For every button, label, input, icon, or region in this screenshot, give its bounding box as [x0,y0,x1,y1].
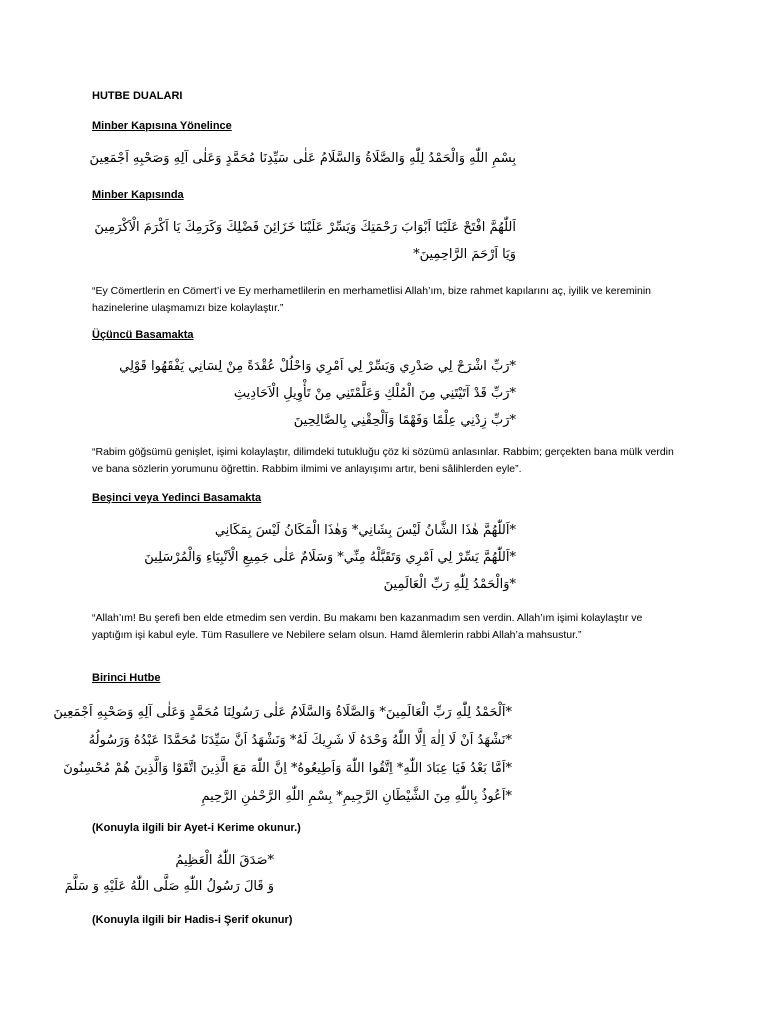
arabic-line: *اَلْحَمْدُ لِلّٰهِ رَبِّ الْعَالَمِينَ* وَالصَّلَاةُ وَالسَّلَامُ عَلٰى رَسُولِنَا مُحَمَّدٍ وَعَلٰى آلِهِ وَصَحْبِهِ اَجْمَعِينَ [53,705,512,720]
arabic-line: *رَبِّ اشْرَحْ لِي صَدْرِي وَيَسِّرْ لِي اَمْرِي وَاحْلُلْ عُقْدَةً مِنْ لِسَانِي يَفْقَهُوا قَوْلِي [119,359,516,374]
translation-text: “Ey Cömertlerin en Cömert’i ve Ey merhametlilerin en merhametlisi Allah’ım, bize rahmet kapılarını aç, iyilik ve kereminin hazinelerine ulaşmamızı bize kolaylaştır.” [92,285,652,314]
arabic-line: *اَمَّا بَعْدُ فَيَا عِبَادَ اللّٰهِ* اِتَّقُوا اللّٰهَ وَاَطِيعُوهُ* اِنَّ اللّٰهَ مَعَ الَّذِينَ اتَّقَوْا وَالَّذِينَ هُمْ مُحْسِنُونَ [63,761,512,776]
arabic-line: وَيَا اَرْحَمَ الرَّاحِمِينَ* [413,247,516,262]
section-heading-ucuncu-basamakta: Üçüncü Basamakta [92,329,194,341]
arabic-line: *رَبِّ قَدْ آتَيْتَنِي مِنَ الْمُلْكِ وَعَلَّمْتَنِي مِنْ تَأْوِيلِ الْاَحَادِيثِ [233,386,516,401]
section-heading-minber-kapisinda: Minber Kapısında [92,189,184,201]
arabic-line: *اَللّٰهُمَّ هٰذَا الشَّانُ لَيْسَ بِشَانِي* وَهٰذَا الْمَكَانُ لَيْسَ بِمَكَانِي [214,523,516,538]
arabic-line: اَللّٰهُمَّ افْتَحْ عَلَيْنَا اَبْوَابَ رَحْمَتِكَ وَيَسِّرْ عَلَيْنَا خَزَائِنَ فَضْلِكَ وَكَرَمِكَ يَا اَكْرَمَ الْاَكْرَمِينَ [94,220,516,235]
translation-text: “Allah’ım! Bu şerefi ben elde etmedim sen verdin. Bu makamı ben kazanmadım sen verdin. Allah’ım işimi kolaylaştır ve yaptığım işi kabul eyle. Tüm Rasullere ve Nebilere selam olsun. Hamd âlemlerin rabbi Allah’a mahsustur.” [92,612,643,641]
arabic-line: *اَعُوذُ بِاللّٰهِ مِنَ الشَّيْطَانِ الرَّجِيمِ* بِسْمِ اللّٰهِ الرَّحْمٰنِ الرَّحِيمِ [201,789,512,804]
arabic-line: *صَدَقَ اللّٰهُ الْعَظِيمُ [175,853,274,868]
section-heading-besinci-veya-yedinci-basamakta: Beşinci veya Yedinci Basamakta [92,492,262,504]
translation-text: “Rabim göğsümü genişlet, işimi kolaylaştır, dilimdeki tutukluğu çöz ki sözümü anlasınlar. Rabbim; gerçekten bana mülk verdin ve bana sözlerin yorumunu öğrettin. Rabbim ilmimi ve anlayışımı artır, beni sâlihlerden eyle”. [92,446,674,475]
arabic-line: *وَالْحَمْدُ لِلّٰهِ رَبِّ الْعَالَمِينَ [383,577,516,592]
note-ayet-i-kerime: (Konuyla ilgili bir Ayet-i Kerime okunur.) [92,822,301,834]
arabic-line: *اَللّٰهُمَّ يَسِّرْ لِي اَمْرِي وَتَقَبَّلْهُ مِنِّي* وَسَلَامٌ عَلٰى جَمِيعِ الْاَنْبِيَاءِ وَالْمُرْسَلِينَ [144,550,516,565]
arabic-line: بِسْمِ اللّٰهِ وَالْحَمْدُ لِلّٰهِ وَالصَّلَاةُ وَالسَّلَامُ عَلٰى سَيِّدِنَا مُحَمَّدٍ وَعَلٰى آلِهِ وَصَحْبِهِ اَجْمَعِينَ [89,151,516,166]
document-title: HUTBE DUALARI [92,90,183,102]
arabic-line: وَ قَالَ رَسُولُ اللّٰهِ صَلَّى اللّٰهُ عَلَيْهِ وَ سَلَّمَ [64,879,274,894]
note-hadis-i-serif: (Konuyla ilgili bir Hadis-i Şerif okunur) [92,914,293,926]
section-heading-minber-kapisina-yonelince: Minber Kapısına Yönelince [92,120,232,132]
section-heading-birinci-hutbe: Birinci Hutbe [92,672,161,684]
arabic-line: *رَبِّ زِدْنِي عِلْمًا وَفَهْمًا وَاَلْحِقْنِي بِالصَّالِحِينَ [293,413,516,428]
arabic-line: *نَشْهَدُ اَنْ لَا اِلٰهَ اِلَّا اللّٰهُ وَحْدَهُ لَا شَرِيكَ لَهُ* وَنَشْهَدُ اَنَّ سَيِّدَنَا مُحَمَّدًا عَبْدُهُ وَرَسُولُهُ [88,733,512,748]
